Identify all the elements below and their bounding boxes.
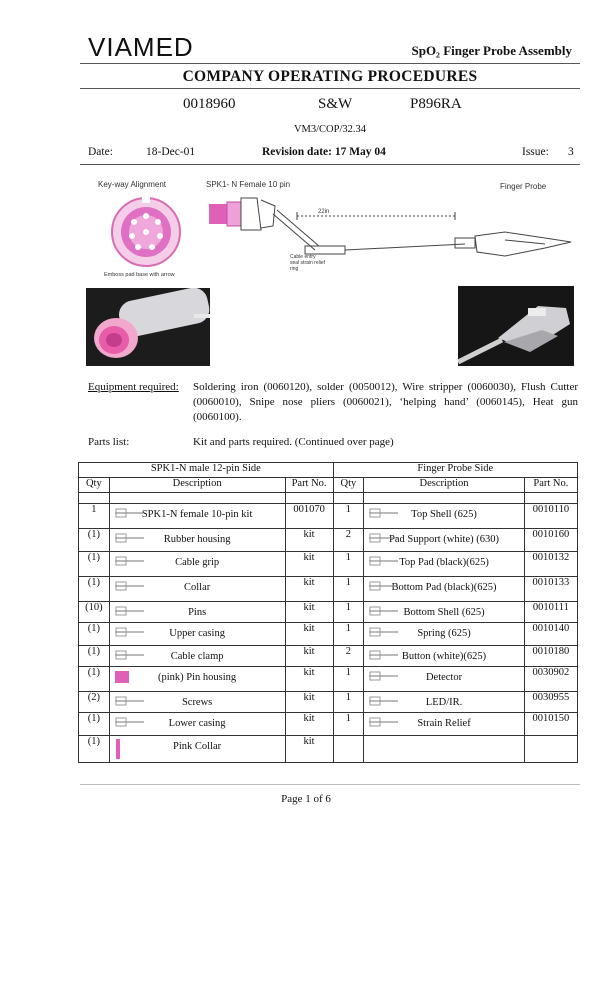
description-cell bbox=[109, 623, 285, 646]
part-number-cell bbox=[285, 736, 333, 763]
part-number-cell bbox=[285, 577, 333, 602]
part-number-cell-text: kit bbox=[303, 602, 315, 613]
qty-cell-text: (1) bbox=[87, 577, 100, 588]
qty-cell-text: 1 bbox=[345, 504, 352, 515]
part-number-cell-text: kit bbox=[303, 736, 315, 747]
part-number-cell bbox=[524, 552, 577, 577]
description-cell bbox=[109, 602, 285, 623]
description-cell-text: Pad Support (white) (630) bbox=[389, 534, 499, 545]
part-sketch-icon bbox=[114, 626, 148, 641]
description-cell bbox=[109, 493, 285, 504]
qty-cell bbox=[79, 692, 110, 713]
qty-cell bbox=[79, 602, 110, 623]
qty-cell bbox=[333, 623, 364, 646]
table-row bbox=[79, 736, 578, 763]
table-row bbox=[79, 529, 578, 552]
qty-cell bbox=[333, 713, 364, 736]
description-cell-text: Pins bbox=[188, 607, 207, 618]
part-sketch-icon bbox=[114, 649, 148, 664]
part-number-cell bbox=[285, 602, 333, 623]
description-cell bbox=[364, 646, 525, 667]
table-row bbox=[79, 602, 578, 623]
note-line: seal strain relief bbox=[290, 260, 326, 266]
qty-cell bbox=[333, 692, 364, 713]
part-number-cell-text: kit bbox=[303, 692, 315, 703]
qty-cell bbox=[333, 646, 364, 667]
part-number-cell-text: 0030955 bbox=[532, 692, 570, 703]
description-cell-text: Collar bbox=[183, 582, 211, 593]
description-cell bbox=[109, 646, 285, 667]
qty-cell bbox=[79, 646, 110, 667]
description-cell bbox=[109, 736, 285, 763]
part-sketch-icon bbox=[114, 716, 148, 731]
qty-cell-text: (1) bbox=[87, 646, 100, 657]
description-cell-text: (pink) Pin housing bbox=[158, 672, 237, 683]
description-cell bbox=[364, 736, 525, 763]
table-row bbox=[79, 504, 578, 529]
table-row bbox=[79, 493, 578, 504]
divider bbox=[80, 164, 580, 165]
code-supplier: S&W bbox=[318, 96, 353, 112]
company-logo: VIAMED bbox=[88, 32, 194, 62]
description-cell-text: Screws bbox=[181, 697, 213, 708]
issue-label: Issue: bbox=[522, 146, 549, 158]
qty-cell-text: 1 bbox=[345, 667, 352, 678]
description-cell bbox=[109, 529, 285, 552]
part-number-cell-text: 0010111 bbox=[532, 602, 569, 613]
description-cell bbox=[109, 552, 285, 577]
part-number-cell-text: 0010132 bbox=[532, 552, 570, 563]
part-sketch-icon bbox=[114, 580, 148, 595]
description-cell-text: Button (white)(625) bbox=[401, 651, 487, 662]
part-number-cell-text: 0010140 bbox=[532, 623, 570, 634]
part-number-cell bbox=[524, 713, 577, 736]
column-header: Qty bbox=[79, 478, 110, 493]
description-cell-text: LED/IR. bbox=[425, 697, 463, 708]
qty-cell bbox=[79, 713, 110, 736]
part-number-cell bbox=[524, 602, 577, 623]
qty-cell-text: (1) bbox=[87, 736, 100, 747]
column-header: Description bbox=[364, 478, 525, 493]
description-cell bbox=[109, 713, 285, 736]
part-number-cell bbox=[285, 692, 333, 713]
part-number-cell bbox=[285, 646, 333, 667]
description-cell-text: Bottom Pad (black)(625) bbox=[391, 582, 497, 593]
qty-cell-text: 1 bbox=[91, 504, 97, 515]
part-number-cell bbox=[285, 713, 333, 736]
part-number-cell bbox=[524, 493, 577, 504]
description-cell-text: Pink Collar bbox=[173, 741, 222, 752]
part-number-cell bbox=[524, 577, 577, 602]
parts-table bbox=[78, 462, 578, 763]
description-cell bbox=[364, 713, 525, 736]
qty-cell-text: (1) bbox=[87, 623, 100, 634]
description-cell bbox=[109, 504, 285, 529]
part-number-cell-text: kit bbox=[303, 552, 315, 563]
part-number-cell-text: kit bbox=[303, 623, 315, 634]
description-cell bbox=[364, 529, 525, 552]
qty-cell bbox=[79, 504, 110, 529]
part-number-cell bbox=[524, 692, 577, 713]
part-number-cell-text: 0010150 bbox=[532, 713, 570, 724]
qty-cell bbox=[333, 504, 364, 529]
column-header: Part No. bbox=[524, 478, 577, 493]
strain-relief-note bbox=[290, 254, 325, 272]
part-number-cell-text: 001070 bbox=[293, 504, 325, 515]
qty-cell bbox=[79, 667, 110, 692]
date-label: Date: bbox=[88, 146, 113, 158]
right-side-header: Finger Probe Side bbox=[333, 463, 577, 478]
part-number-cell-text: 0010110 bbox=[532, 504, 570, 515]
part-number-cell bbox=[524, 623, 577, 646]
qty-cell bbox=[333, 577, 364, 602]
keyway-label: Key-way Alignment bbox=[98, 180, 167, 189]
part-number-cell-text: 0010133 bbox=[532, 577, 570, 588]
part-sketch-icon bbox=[368, 580, 402, 595]
description-cell-text: Bottom Shell (625) bbox=[403, 607, 485, 618]
keyway-caption: Emboss pad base with arrow bbox=[104, 272, 175, 278]
note-line: ring bbox=[290, 266, 299, 272]
qty-cell bbox=[333, 552, 364, 577]
probe-assembly-diagram bbox=[205, 192, 585, 274]
description-cell-text: Upper casing bbox=[169, 628, 225, 639]
description-cell-text bbox=[367, 493, 521, 498]
column-header: Part No. bbox=[285, 478, 333, 493]
part-number-cell-text: 0010180 bbox=[532, 646, 570, 657]
qty-cell-text: 1 bbox=[345, 602, 352, 613]
qty-cell-text: (10) bbox=[85, 602, 103, 613]
qty-cell-text: (1) bbox=[87, 552, 100, 563]
part-sketch-icon bbox=[368, 507, 402, 522]
parts-list-label: Parts list: bbox=[88, 436, 130, 448]
part-sketch-icon bbox=[368, 670, 402, 685]
description-cell bbox=[364, 552, 525, 577]
part-number-cell-text: kit bbox=[303, 646, 315, 657]
description-cell bbox=[109, 692, 285, 713]
part-number-cell bbox=[285, 504, 333, 529]
table-row bbox=[79, 713, 578, 736]
part-number-cell bbox=[524, 646, 577, 667]
qty-cell bbox=[79, 736, 110, 763]
qty-cell-text: (1) bbox=[87, 713, 100, 724]
part-number-cell bbox=[524, 736, 577, 763]
finger-probe-photo bbox=[458, 286, 574, 366]
part-number-cell bbox=[524, 504, 577, 529]
divider bbox=[80, 88, 580, 89]
description-cell-text: Detector bbox=[425, 672, 463, 683]
description-cell bbox=[364, 493, 525, 504]
table-row bbox=[79, 577, 578, 602]
cable-length-label: 22in bbox=[318, 209, 330, 215]
left-side-header: SPK1-N male 12-pin Side bbox=[79, 463, 334, 478]
parts-list-text: Kit and parts required. (Continued over page) bbox=[193, 436, 394, 448]
part-number-cell bbox=[524, 667, 577, 692]
keyway-alignment-diagram bbox=[96, 194, 196, 274]
part-sketch-icon bbox=[114, 739, 122, 762]
qty-cell-text: 1 bbox=[345, 713, 352, 724]
finger-probe-label: Finger Probe bbox=[500, 182, 547, 191]
qty-cell-text: (1) bbox=[87, 667, 100, 678]
column-header: Qty bbox=[333, 478, 364, 493]
qty-cell bbox=[79, 493, 110, 504]
description-cell-text: SPK1-N female 10-pin kit bbox=[141, 509, 253, 520]
qty-cell bbox=[333, 602, 364, 623]
qty-cell bbox=[79, 577, 110, 602]
part-number-cell-text: kit bbox=[303, 713, 315, 724]
description-cell bbox=[109, 577, 285, 602]
part-sketch-icon bbox=[368, 716, 402, 731]
description-cell bbox=[109, 667, 285, 692]
date-value: 18-Dec-01 bbox=[146, 146, 196, 158]
description-cell-text: Top Shell (625) bbox=[411, 509, 477, 520]
part-sketch-icon bbox=[114, 695, 148, 710]
document-title: SpO₂ Finger Probe Assembly bbox=[411, 43, 572, 58]
part-number-cell bbox=[285, 623, 333, 646]
part-number-cell-text: kit bbox=[303, 577, 315, 588]
note-line: Cable entry bbox=[290, 254, 316, 260]
part-number-cell bbox=[524, 529, 577, 552]
description-cell-text: Spring (625) bbox=[417, 628, 471, 639]
part-sketch-icon bbox=[368, 695, 402, 710]
code-part-number: 0018960 bbox=[183, 96, 236, 112]
issue-value: 3 bbox=[568, 146, 574, 158]
description-cell-text: Rubber housing bbox=[163, 534, 231, 545]
company-heading: COMPANY OPERATING PROCEDURES bbox=[182, 68, 478, 85]
part-number-cell-text: kit bbox=[303, 667, 315, 678]
divider bbox=[80, 784, 580, 785]
description-cell-text bbox=[367, 736, 521, 741]
part-sketch-icon bbox=[114, 532, 148, 547]
page-number: Page 1 of 6 bbox=[281, 793, 331, 805]
table-row bbox=[79, 646, 578, 667]
qty-cell-text: (2) bbox=[87, 692, 100, 703]
part-sketch-icon bbox=[368, 626, 402, 641]
table-row bbox=[79, 552, 578, 577]
part-number-cell-text: 0030902 bbox=[532, 667, 570, 678]
description-cell bbox=[364, 692, 525, 713]
qty-cell-text: 2 bbox=[345, 529, 352, 540]
part-number-cell-text: kit bbox=[303, 529, 315, 540]
equipment-text: Soldering iron (0060120), solder (0050012), Wire stripper (0060030), Flush Cutter (0060010), Snipe nose pliers (0060021), ‘helping hand’ (0060145), Heat gun (0060100). bbox=[193, 381, 578, 423]
description-cell-text: Cable grip bbox=[175, 557, 220, 568]
part-sketch-icon bbox=[368, 532, 402, 547]
qty-cell bbox=[79, 552, 110, 577]
connector-photo bbox=[86, 288, 210, 366]
qty-cell-text: 1 bbox=[345, 552, 352, 563]
table-row bbox=[79, 623, 578, 646]
equipment-required bbox=[88, 380, 578, 425]
part-number-cell bbox=[285, 493, 333, 504]
part-number-cell bbox=[285, 667, 333, 692]
part-number-cell bbox=[285, 552, 333, 577]
part-number-cell-text: 0010160 bbox=[532, 529, 570, 540]
qty-cell bbox=[333, 667, 364, 692]
qty-cell-text: 1 bbox=[345, 623, 352, 634]
connector-label: SPK1- N Female 10 pin bbox=[206, 180, 291, 189]
part-sketch-icon bbox=[114, 507, 148, 522]
qty-cell bbox=[333, 736, 364, 763]
part-sketch-icon bbox=[114, 670, 130, 687]
qty-cell-text: 1 bbox=[345, 577, 352, 588]
part-sketch-icon bbox=[368, 555, 402, 570]
part-sketch-icon bbox=[114, 555, 148, 570]
description-cell bbox=[364, 504, 525, 529]
description-cell-text: Cable clamp bbox=[170, 651, 224, 662]
qty-cell-text: 1 bbox=[345, 692, 352, 703]
description-cell bbox=[364, 667, 525, 692]
qty-cell bbox=[333, 529, 364, 552]
description-cell-text: Strain Relief bbox=[417, 718, 471, 729]
qty-cell bbox=[333, 493, 364, 504]
description-cell bbox=[364, 577, 525, 602]
part-sketch-icon bbox=[368, 649, 402, 664]
part-sketch-icon bbox=[114, 605, 148, 620]
code-product: P896RA bbox=[410, 96, 462, 112]
column-header: Description bbox=[109, 478, 285, 493]
revision-date: Revision date: 17 May 04 bbox=[262, 146, 386, 158]
part-number-cell bbox=[285, 529, 333, 552]
description-cell-text: Lower casing bbox=[168, 718, 226, 729]
description-cell-text bbox=[113, 493, 282, 498]
description-cell bbox=[364, 623, 525, 646]
equipment-label: Equipment required: bbox=[88, 381, 179, 393]
divider bbox=[80, 63, 580, 64]
qty-cell-text: (1) bbox=[87, 529, 100, 540]
part-sketch-icon bbox=[368, 605, 402, 620]
table-row bbox=[79, 667, 578, 692]
table-row bbox=[79, 692, 578, 713]
qty-cell bbox=[79, 529, 110, 552]
qty-cell bbox=[79, 623, 110, 646]
document-reference: VM3/COP/32.34 bbox=[293, 124, 367, 135]
description-cell bbox=[364, 602, 525, 623]
table-body bbox=[79, 493, 578, 763]
description-cell-text: Top Pad (black)(625) bbox=[399, 557, 489, 568]
qty-cell-text: 2 bbox=[345, 646, 352, 657]
